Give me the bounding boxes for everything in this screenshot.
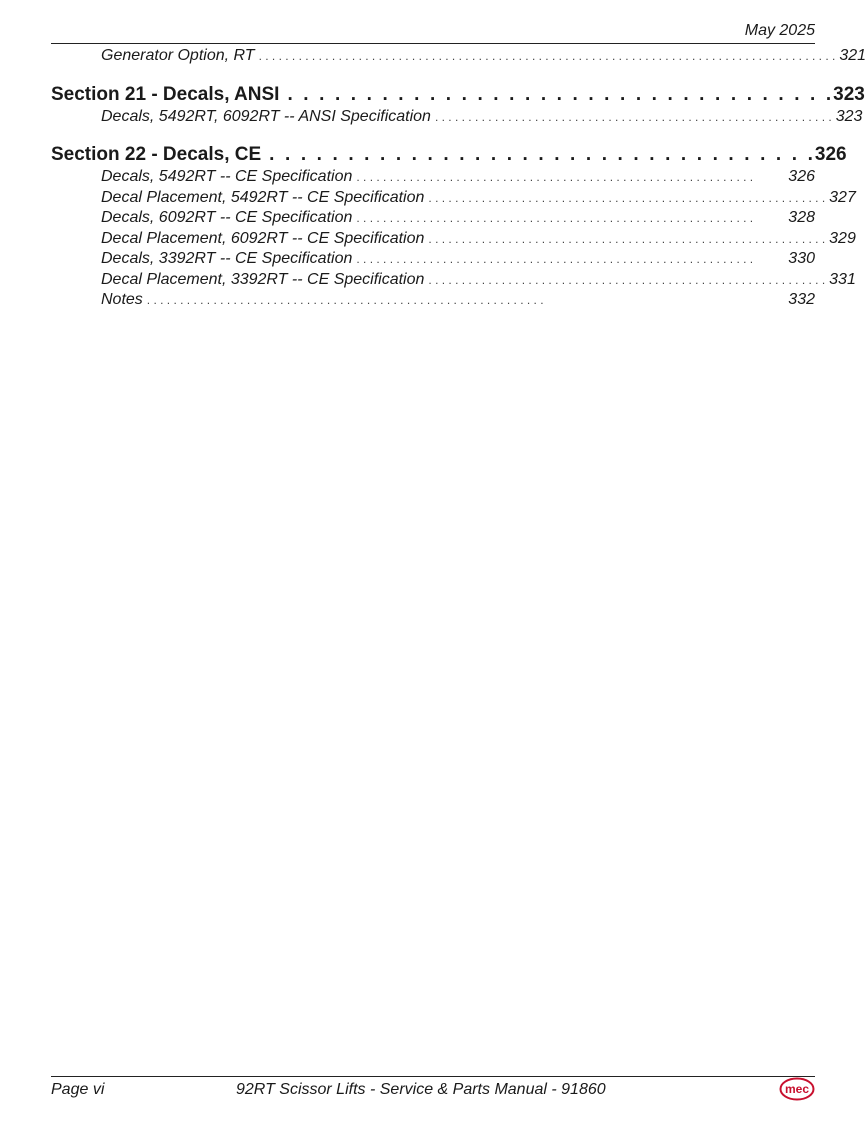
logo-text: mec — [784, 1082, 810, 1096]
toc-section-21[interactable] — [51, 83, 865, 107]
toc-entry-title: Decal Placement, 6092RT -- CE Specification — [101, 229, 425, 247]
toc-entry[interactable] — [51, 107, 863, 128]
toc-entry-title: Decals, 5492RT, 6092RT -- ANSI Specification — [101, 107, 431, 125]
toc-entry-page: 327 — [829, 188, 856, 206]
dot-leader: . . . . . . . . . . . . . . . . . . . . . . . . . . . . . . . . . . . . . . . . . . . . . . . . . . . . . . . . . . . . — [428, 231, 826, 246]
toc-entry-page: 323 — [835, 107, 863, 125]
header-rule — [51, 43, 815, 44]
dot-leader: . . . . . . . . . . . . . . . . . . . . . . . . . . . . . . . . . . . — [269, 144, 813, 165]
header-date: May 2025 — [744, 22, 815, 39]
toc-entry[interactable] — [51, 188, 856, 209]
footer-page-label: Page vi — [51, 1081, 105, 1098]
toc-entry-page: 332 — [788, 291, 815, 308]
toc-entry[interactable] — [51, 167, 815, 188]
section-title: Section 21 - Decals, ANSI — [51, 83, 280, 105]
section-title: Section 22 - Decals, CE — [51, 144, 262, 165]
dot-leader: . . . . . . . . . . . . . . . . . . . . . . . . . . . . . . . . . . . . . . . . . . . . . . . . . . . . . . . . . . . . . . . . . . . . . . . . . . . . . . . . . . . . . . . — [258, 49, 836, 63]
toc-section-22[interactable] — [51, 143, 847, 167]
section-page: 323 — [833, 83, 865, 105]
dot-leader: . . . . . . . . . . . . . . . . . . . . . . . . . . . . . . . . . . . . . . . . . . . . . . . . . . . . . . . . . . . . — [356, 211, 754, 225]
section-page: 326 — [814, 144, 847, 165]
toc-entry-title: Decals, 5492RT -- CE Specification — [101, 168, 353, 185]
toc-entry-page: 321 — [839, 47, 866, 64]
toc-entry-title: Decals, 6092RT -- CE Specification — [101, 209, 353, 226]
toc-entry-title: Decals, 3392RT -- CE Specification — [101, 250, 353, 267]
mec-logo — [779, 1077, 815, 1101]
dot-leader: . . . . . . . . . . . . . . . . . . . . . . . . . . . . . . . . . . . . . . . . . . . . . . . . . . . . . . . . . . . . — [146, 293, 544, 307]
dot-leader: . . . . . . . . . . . . . . . . . . . . . . . . . . . . . . . . . . . . . . . . . . . . . . . . . . . . . . . . . . . . — [356, 252, 754, 266]
toc-entry[interactable] — [51, 249, 815, 270]
toc-entry-page: 328 — [788, 209, 815, 226]
dot-leader: . . . . . . . . . . . . . . . . . . . . . . . . . . . . . . . . . . . — [287, 83, 832, 105]
toc-entry[interactable] — [51, 208, 815, 229]
toc-entry-title: Notes — [101, 291, 143, 308]
toc-entry[interactable] — [51, 270, 856, 291]
toc-entry-title: Decal Placement, 5492RT -- CE Specification — [101, 188, 425, 206]
dot-leader: . . . . . . . . . . . . . . . . . . . . . . . . . . . . . . . . . . . . . . . . . . . . . . . . . . . . . . . . . . . . — [356, 170, 754, 184]
toc-entry-page: 331 — [829, 270, 856, 288]
dot-leader: . . . . . . . . . . . . . . . . . . . . . . . . . . . . . . . . . . . . . . . . . . . . . . . . . . . . . . . . . . . . — [434, 109, 832, 124]
dot-leader: . . . . . . . . . . . . . . . . . . . . . . . . . . . . . . . . . . . . . . . . . . . . . . . . . . . . . . . . . . . . — [428, 190, 826, 205]
footer-rule — [51, 1076, 815, 1077]
toc-entry-page: 330 — [788, 250, 815, 267]
dot-leader: . . . . . . . . . . . . . . . . . . . . . . . . . . . . . . . . . . . . . . . . . . . . . . . . . . . . . . . . . . . . — [428, 272, 826, 287]
footer-manual-title: 92RT Scissor Lifts - Service & Parts Manual - 91860 — [236, 1081, 606, 1098]
toc-entry[interactable] — [51, 229, 856, 250]
toc-entry-page: 326 — [788, 168, 815, 185]
table-of-contents — [51, 46, 866, 311]
toc-entry-page: 329 — [829, 229, 856, 247]
toc-entry[interactable] — [51, 290, 815, 311]
toc-entry-title: Decal Placement, 3392RT -- CE Specification — [101, 270, 425, 288]
toc-entry-title: Generator Option, RT — [101, 47, 255, 64]
toc-entry[interactable] — [51, 46, 866, 67]
